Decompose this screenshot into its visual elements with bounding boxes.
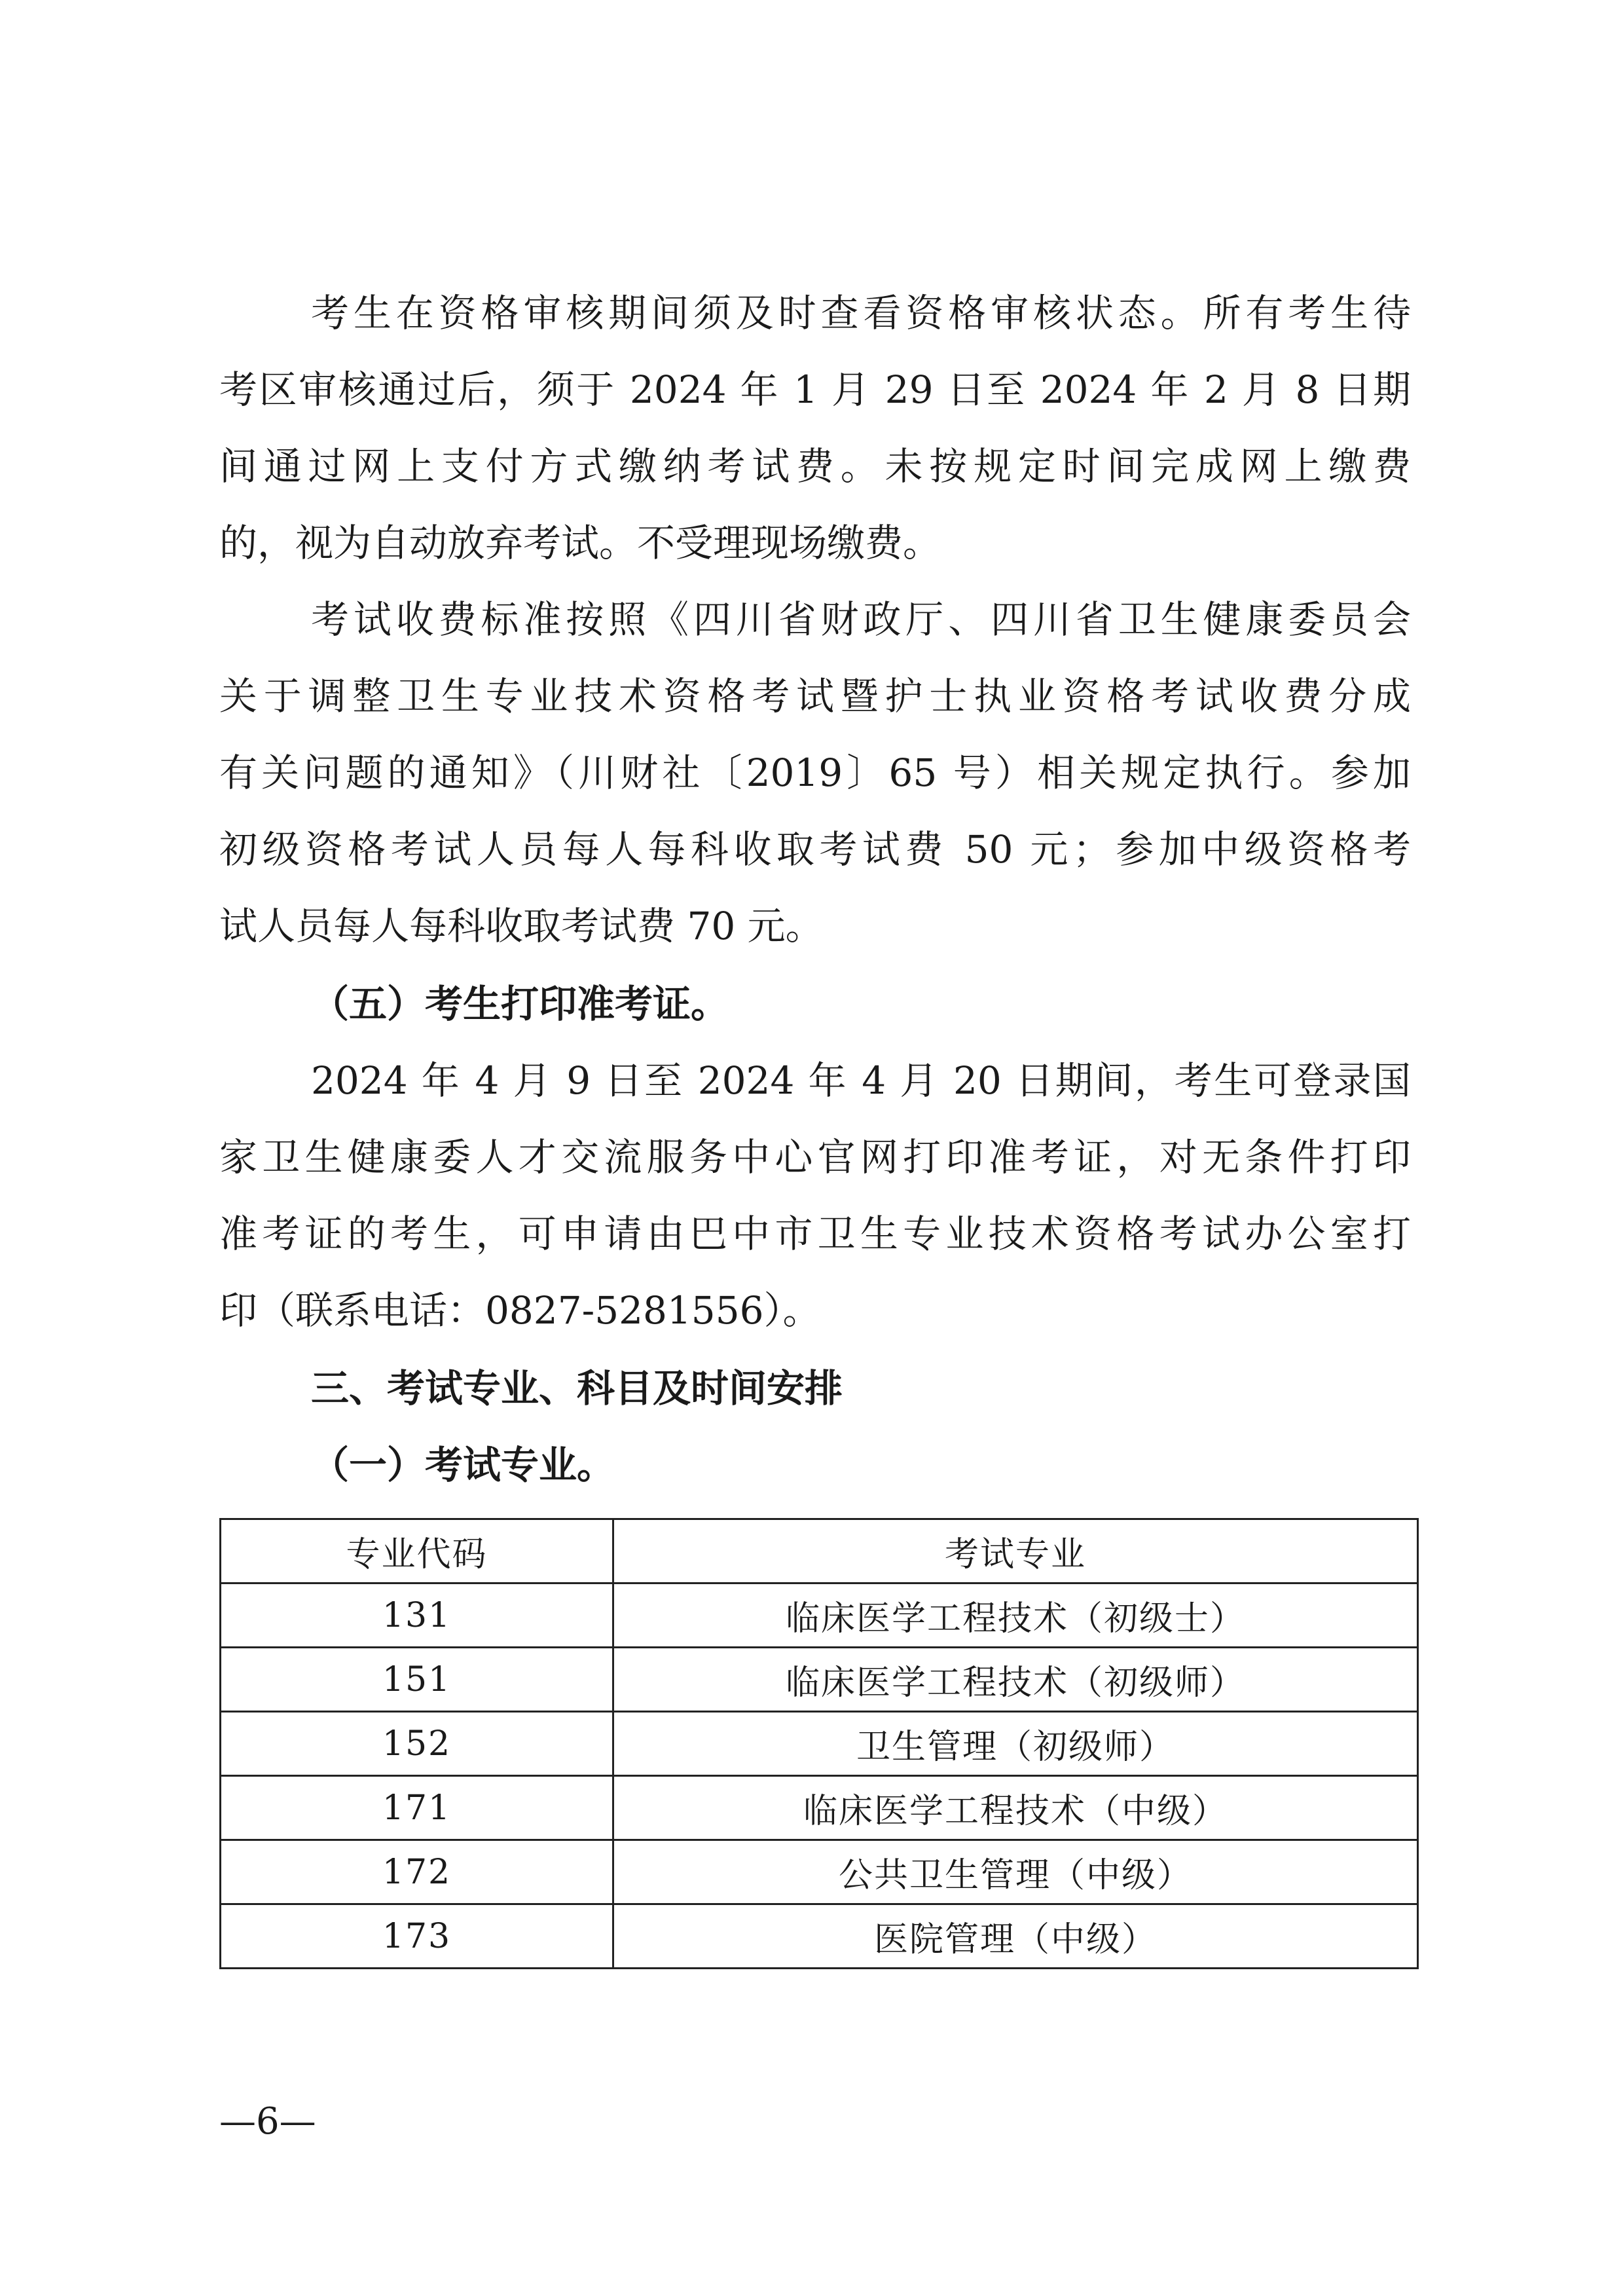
paragraph-fee-line: 试人员每人每科收取考试费 70 元。 bbox=[219, 904, 824, 948]
cell-code: 131 bbox=[221, 1583, 613, 1648]
paragraph-fee-line: 有关问题的通知》（川财社〔2019〕65 号）相关规定执行。参加 bbox=[219, 750, 1411, 795]
cell-specialty: 卫生管理（初级师） bbox=[613, 1712, 1418, 1776]
paragraph-fee-line: 关于调整卫生专业技术资格考试暨护士执业资格考试收费分成 bbox=[219, 674, 1411, 718]
paragraph-admission-line: 印（联系电话：0827-5281556）。 bbox=[219, 1288, 821, 1333]
specialties-table bbox=[219, 1518, 1419, 1969]
table-row bbox=[221, 1840, 1418, 1904]
paragraph-admission-line: 准考证的考生，可申请由巴中市卫生专业技术资格考试办公室打 bbox=[219, 1212, 1411, 1256]
paragraph-review-line: 考生在资格审核期间须及时查看资格审核状态。所有考生待 bbox=[311, 291, 1411, 335]
header-code: 专业代码 bbox=[221, 1519, 613, 1583]
paragraph-review-line: 间通过网上支付方式缴纳考试费。未按规定时间完成网上缴费 bbox=[219, 444, 1411, 489]
heading-admission-ticket: （五）考生打印准考证。 bbox=[311, 982, 729, 1026]
paragraph-review-line: 考区审核通过后，须于 2024 年 1 月 29 日至 2024 年 2 月 8 日期 bbox=[219, 367, 1411, 412]
heading-section-three: 三、考试专业、科目及时间安排 bbox=[311, 1366, 843, 1411]
cell-code: 152 bbox=[221, 1712, 613, 1776]
table-header-row bbox=[221, 1519, 1418, 1583]
cell-code: 151 bbox=[221, 1648, 613, 1712]
cell-specialty: 临床医学工程技术（初级师） bbox=[613, 1648, 1418, 1712]
header-specialty: 考试专业 bbox=[613, 1519, 1418, 1583]
heading-exam-specialties: （一）考试专业。 bbox=[311, 1443, 615, 1487]
page-number: —6— bbox=[219, 2100, 316, 2143]
cell-code: 173 bbox=[221, 1904, 613, 1969]
paragraph-admission-line: 2024 年 4 月 9 日至 2024 年 4 月 20 日期间，考生可登录国 bbox=[311, 1058, 1411, 1103]
table-row bbox=[221, 1712, 1418, 1776]
cell-code: 172 bbox=[221, 1840, 613, 1904]
cell-specialty: 医院管理（中级） bbox=[613, 1904, 1418, 1969]
cell-specialty: 临床医学工程技术（初级士） bbox=[613, 1583, 1418, 1648]
paragraph-review-line: 的，视为自动放弃考试。不受理现场缴费。 bbox=[219, 521, 941, 565]
table-row bbox=[221, 1904, 1418, 1969]
cell-specialty: 临床医学工程技术（中级） bbox=[613, 1776, 1418, 1840]
table-row bbox=[221, 1776, 1418, 1840]
table-row bbox=[221, 1583, 1418, 1648]
table-row bbox=[221, 1648, 1418, 1712]
paragraph-fee-line: 考试收费标准按照《四川省财政厅、四川省卫生健康委员会 bbox=[311, 597, 1411, 642]
cell-code: 171 bbox=[221, 1776, 613, 1840]
paragraph-admission-line: 家卫生健康委人才交流服务中心官网打印准考证，对无条件打印 bbox=[219, 1135, 1411, 1179]
paragraph-fee-line: 初级资格考试人员每人每科收取考试费 50 元；参加中级资格考 bbox=[219, 827, 1411, 872]
cell-specialty: 公共卫生管理（中级） bbox=[613, 1840, 1418, 1904]
